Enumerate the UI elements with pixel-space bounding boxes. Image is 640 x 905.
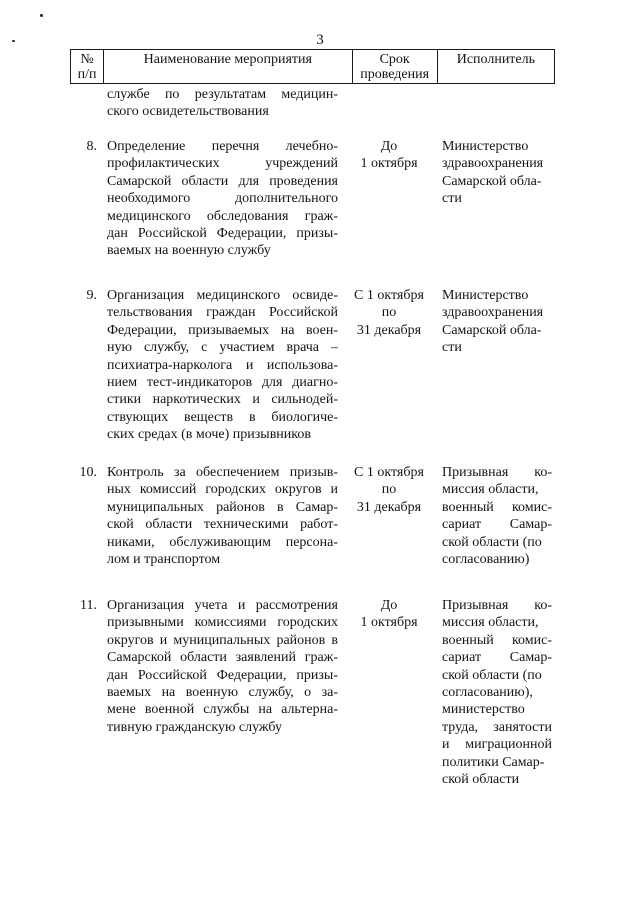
text-line: муниципальных районов в Самар-	[107, 499, 338, 515]
text-line: тивную гражданскую службу	[107, 719, 282, 735]
term-line: С 1 октября	[354, 288, 424, 303]
row-term	[346, 597, 432, 632]
term-line: 1 октября	[360, 615, 418, 631]
text-line: ных комиссий городских округов и	[107, 482, 338, 498]
term-line: по	[381, 482, 397, 498]
term-line: 1 октября	[360, 156, 418, 172]
row-term	[346, 287, 432, 339]
text-line: профилактических учреждений	[107, 156, 338, 172]
executor-line: сти	[442, 340, 462, 356]
header-term-label: Срок	[379, 52, 410, 67]
text-line: никами, обслуживающим персона-	[107, 534, 338, 550]
text-line: нием тест-индикаторов для диагно-	[107, 374, 338, 390]
row-number: 10.	[79, 465, 97, 480]
page-number: 3	[316, 32, 324, 48]
term-line: 31 декабря	[356, 499, 422, 515]
text-line: стики наркотических и сильнодей-	[107, 392, 338, 408]
executor-line: Министерство	[442, 139, 529, 154]
text-line: Организация учета и рассмотрения	[107, 598, 338, 613]
executor-line: ской области (по	[442, 667, 542, 683]
text-line: лом и транспортом	[107, 551, 221, 567]
executor-line: военный комис-	[442, 499, 552, 515]
row-executor	[442, 287, 554, 357]
executor-line: Призывная ко-	[442, 598, 552, 613]
text-line: ствующих веществ в биологиче-	[107, 409, 338, 425]
header-executor-label: Исполнитель	[456, 52, 536, 67]
executor-line: миссия области,	[442, 482, 539, 498]
executor-line: согласованию),	[442, 684, 533, 700]
executor-line: сти	[442, 191, 462, 207]
table-header	[70, 49, 555, 84]
text-line: необходимого дополнительного	[107, 191, 338, 207]
executor-line: политики Самар-	[442, 754, 545, 770]
row-description	[107, 597, 338, 736]
continuation-text	[107, 86, 338, 121]
term-line: До	[380, 139, 398, 154]
executor-line: Призывная ко-	[442, 465, 552, 480]
header-name-label: Наименование мероприятия	[143, 52, 312, 67]
text-line: Самарской области заявлений граж-	[107, 650, 338, 666]
header-name-cell	[104, 50, 353, 84]
text-line: ваемых на военную службу, о за-	[107, 684, 338, 700]
row-term	[346, 464, 432, 516]
header-num-label: №	[80, 52, 94, 67]
executor-line: ской области (по	[442, 534, 542, 550]
executor-line: Самарской обла-	[442, 173, 542, 189]
text-line: Федерации, призываемых на воен-	[107, 322, 338, 338]
row-executor	[442, 138, 554, 208]
executor-line: сариат Самар-	[442, 650, 552, 666]
text-line: ских средах (в моче) призывников	[107, 427, 311, 443]
text-line: округов и муниципальных районов в	[107, 632, 338, 648]
text-line: психиатра-нарколога и использова-	[107, 357, 338, 373]
executor-line: согласованию)	[442, 551, 530, 567]
term-line: 31 декабря	[356, 322, 422, 338]
header-term-cell	[352, 50, 437, 84]
executor-line: министерство	[442, 702, 525, 718]
row-description	[107, 464, 338, 568]
executor-line: труда, занятости	[442, 719, 552, 735]
header-executor-cell	[437, 50, 554, 84]
text-line: Определение перечня лечебно-	[107, 139, 338, 154]
header-num-cell	[71, 50, 104, 84]
executor-line: военный комис-	[442, 632, 552, 648]
executor-line: здравоохранения	[442, 156, 544, 172]
text-line: службе по результатам медицин-	[107, 87, 338, 102]
executor-line: миссия области,	[442, 615, 539, 631]
scan-speck	[40, 14, 43, 17]
row-executor	[442, 597, 552, 788]
executor-line: Самарской обла-	[442, 322, 542, 338]
header-term-label: проведения	[360, 67, 430, 82]
text-line: мене военной службы на альтерна-	[107, 702, 338, 718]
row-number: 8.	[86, 139, 97, 154]
text-line: ную службу, с участием врача –	[107, 340, 338, 356]
executor-line: Министерство	[442, 288, 529, 303]
term-line: С 1 октября	[354, 465, 424, 480]
text-line: Организация медицинского освиде-	[107, 288, 338, 303]
row-description	[107, 138, 338, 260]
text-line: медицинского обследования граж-	[107, 208, 338, 224]
text-line: дан Российской Федерации, призы-	[107, 667, 338, 683]
row-description	[107, 287, 338, 444]
text-line: ской области техническими работ-	[107, 517, 338, 533]
executor-line: здравоохранения	[442, 305, 544, 321]
term-line: по	[381, 305, 397, 321]
text-line: ваемых на военную службу	[107, 243, 271, 259]
text-line: Самарской области для проведения	[107, 173, 338, 189]
row-term	[346, 138, 432, 173]
row-number: 9.	[86, 288, 97, 303]
text-line: призывными комиссиями городских	[107, 615, 338, 631]
row-number: 11.	[80, 598, 97, 613]
text-line: ского освидетельствования	[107, 104, 269, 120]
executor-line: ской области	[442, 771, 520, 787]
term-line: До	[380, 598, 398, 613]
executor-line: сариат Самар-	[442, 517, 552, 533]
text-line: дан Российской Федерации, призы-	[107, 225, 338, 241]
executor-line: и миграционной	[442, 737, 552, 753]
text-line: тельствования граждан Российской	[107, 305, 338, 321]
row-executor	[442, 464, 552, 568]
header-num-label: п/п	[77, 67, 97, 82]
text-line: Контроль за обеспечением призыв-	[107, 465, 338, 480]
